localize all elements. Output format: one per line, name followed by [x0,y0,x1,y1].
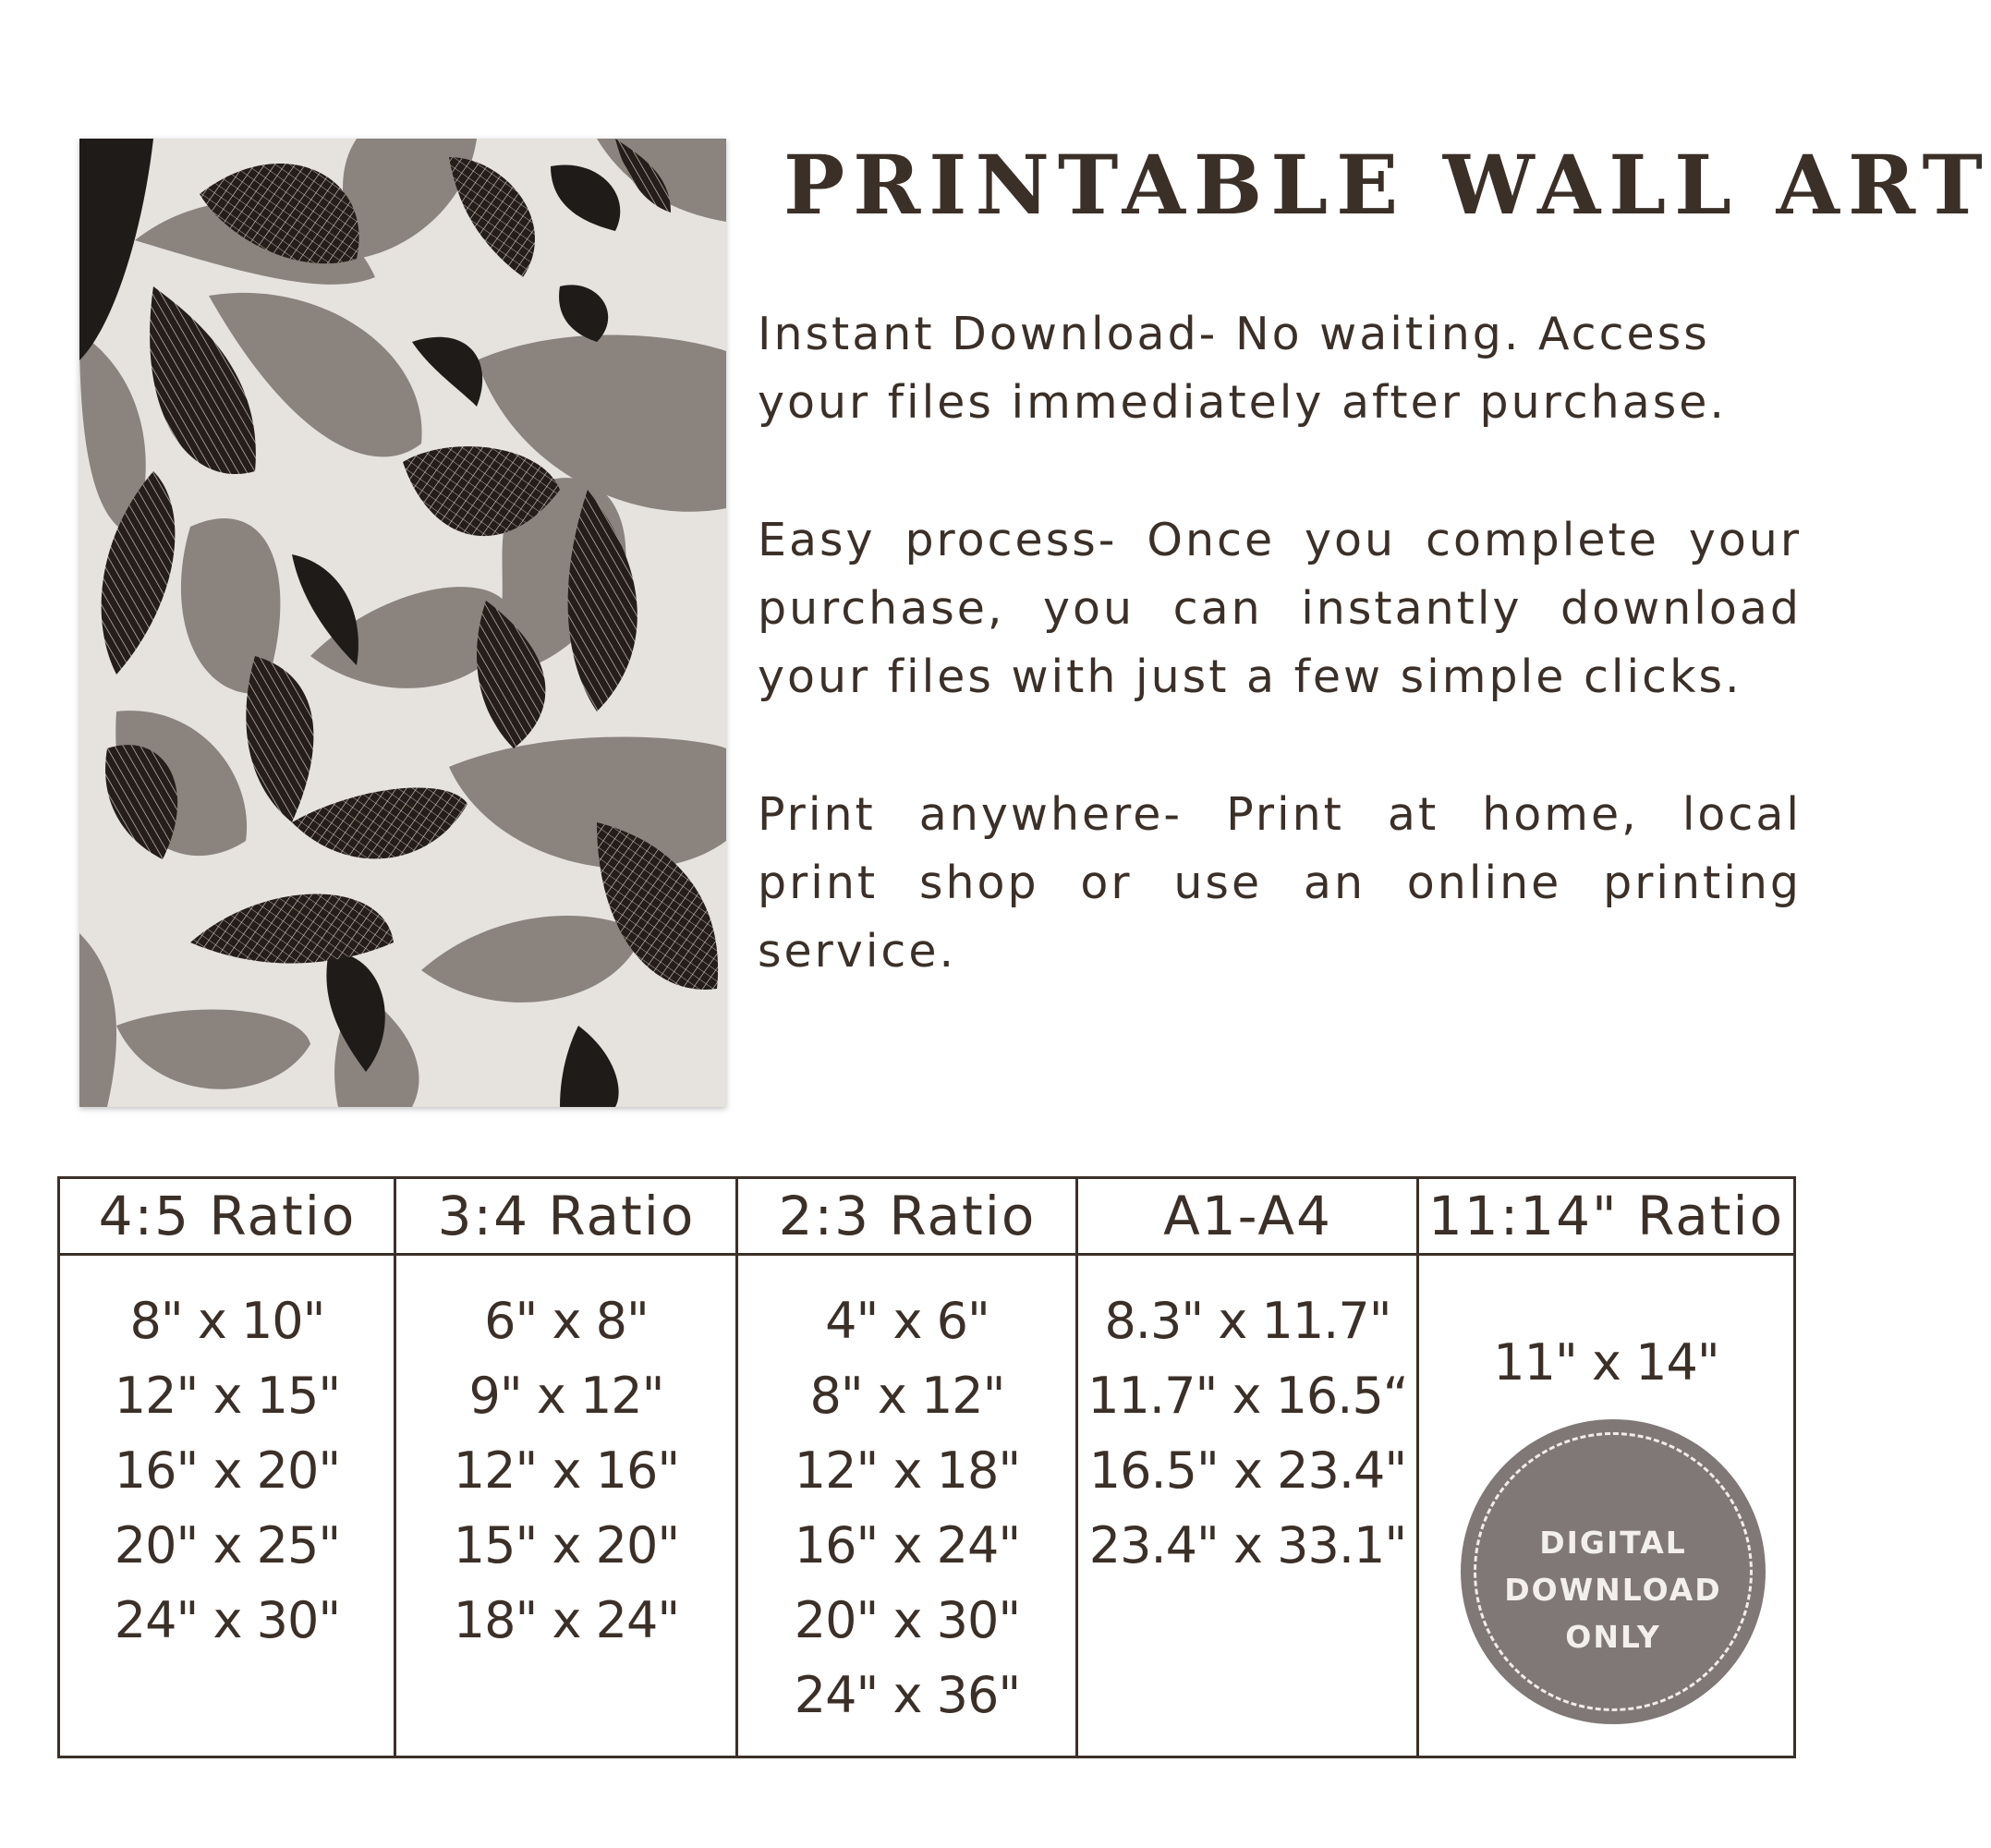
column-header-11-14-ratio: 11:14" Ratio [1419,1179,1793,1256]
column-header-4-5-ratio: 4:5 Ratio [60,1179,395,1256]
page-title: PRINTABLE WALL ART [783,137,1991,233]
size-option: 20" x 25" [114,1516,341,1574]
size-option: 8.3" x 11.7" [1104,1292,1391,1350]
size-option: 15" x 20" [453,1516,680,1574]
size-option: 8" x 12" [809,1367,1005,1425]
column-sizes-a1-a4 [1078,1256,1417,1758]
size-option: 11.7" x 16.5“ [1087,1367,1408,1425]
size-option: 24" x 36" [794,1666,1021,1724]
size-option: 18" x 24" [453,1591,680,1649]
column-sizes-4-5-ratio [60,1256,395,1758]
badge-line: DIGITAL [1539,1525,1687,1561]
print-anywhere-paragraph: Print anywhere- Print at home, local print shop or use an online printing service. [758,788,1802,978]
column-sizes-2-3-ratio [738,1256,1076,1758]
size-option: 12" x 16" [453,1441,680,1500]
size-option: 23.4" x 33.1" [1088,1516,1407,1574]
size-option: 20" x 30" [794,1591,1021,1649]
column-header-2-3-ratio: 2:3 Ratio [738,1179,1076,1256]
column-header-3-4-ratio: 3:4 Ratio [396,1179,736,1256]
badge-line: ONLY [1565,1619,1661,1655]
size-option: 12" x 18" [794,1441,1021,1500]
size-option: 16" x 20" [114,1441,341,1500]
size-option: 11" x 14" [1493,1333,1719,1392]
size-option: 8" x 10" [129,1292,325,1350]
badge-text [1461,1519,1766,1660]
instant-download-paragraph: Instant Download- No waiting. Access your files immediately after purchase. [758,308,1727,429]
easy-process-paragraph: Easy process- Once you complete your purchase, you can instantly download your files with just a few simple clicks. [758,514,1802,703]
column-header-a1-a4: A1-A4 [1078,1179,1417,1256]
digital-download-badge [1461,1419,1766,1724]
abstract-leaf-pattern [79,139,726,1107]
size-option: 16.5" x 23.4" [1088,1441,1407,1500]
size-option: 24" x 30" [114,1591,341,1649]
size-option: 16" x 24" [794,1516,1021,1574]
column-sizes-3-4-ratio [396,1256,736,1758]
size-option: 6" x 8" [484,1292,649,1350]
size-option: 4" x 6" [825,1292,989,1350]
size-option: 12" x 15" [114,1367,341,1425]
badge-line: DOWNLOAD [1504,1572,1722,1608]
size-option: 9" x 12" [468,1367,664,1425]
artwork-preview-image [79,139,726,1107]
